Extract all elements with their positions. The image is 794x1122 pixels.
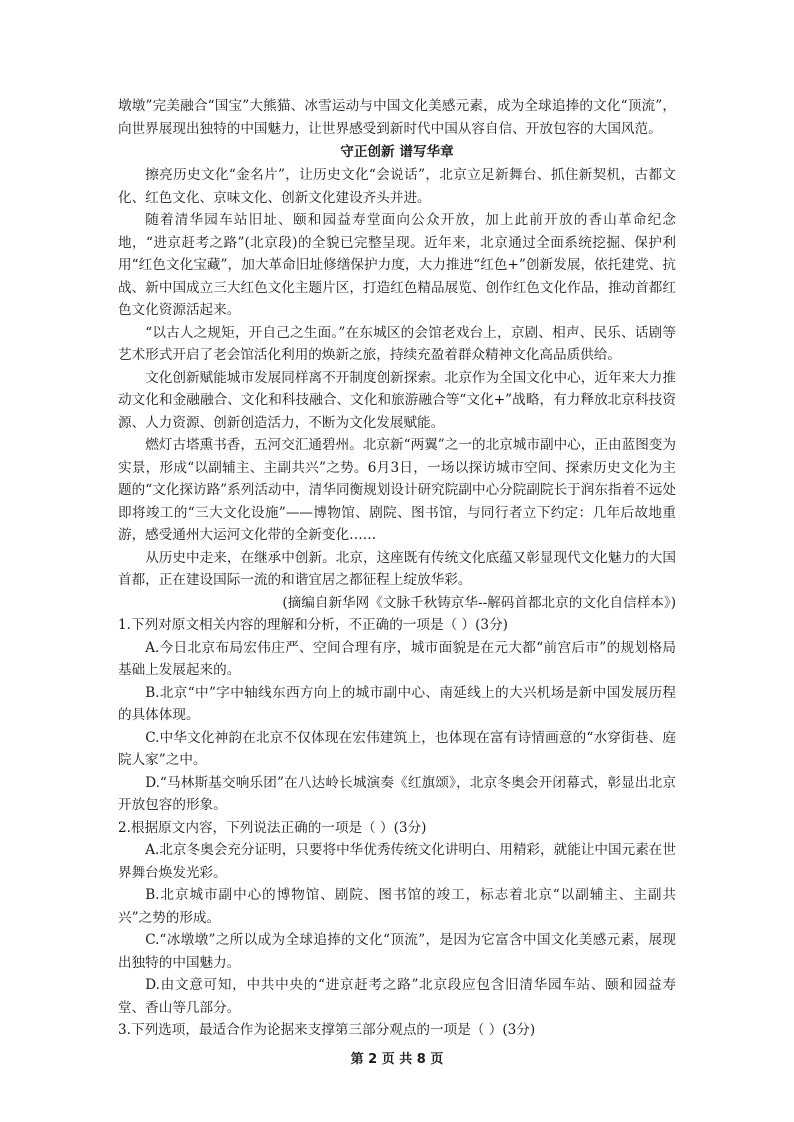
question-stem: 2.根据原文内容，下列说法正确的一项是（ ）(3分)	[118, 819, 427, 836]
question-stem: 3.下列选项，最适合作为论据来支撑第三部分观点的一项是（ ）(3分)	[118, 1022, 536, 1038]
option-a: A.北京冬奥会充分证明，只要将中华优秀传统文化讲明白、用精彩，就能让中国元素在世界舞台焕发光彩。	[118, 842, 676, 881]
section-heading: 守正创新 谱写华章	[340, 144, 454, 160]
option-a: A.今日北京布局宏伟庄严、空间合理有序，城市面貌是在元大都“前宫后市”的规划格局基础上发展起来的。	[118, 639, 676, 678]
option-d: D.“马林斯基交响乐团”在八达岭长城演奏《红旗颂》，北京冬奥会开闭幕式，彰显出北京开放包容的形象。	[118, 774, 676, 813]
paragraph-2: 随着清华园车站旧址、颐和园益寿堂面向公众开放，加上此前开放的香山革命纪念地，“进京赶考之路”(北京段)的全貌已完整呈现。近年来，北京通过全面系统挖掘、保护利用“红色文化宝藏”，加大革命旧址修缮保护力度，大力推进“红色+”创新发展，依托建党、抗战、新中国成立三大红色文化主题片区，打造红色精品展览、创作红色文化作品，推动首都红色文化资源活起来。	[118, 212, 676, 318]
paragraph-1: 擦亮历史文化“金名片”，让历史文化“会说话”，北京立足新舞台、抓住新契机，古都文化、红色文化、京味文化、创新文化建设齐头并进。	[118, 167, 676, 206]
page-footer: 第 2 页 共 8 页	[350, 1052, 444, 1067]
paragraph-5: 燃灯古塔熏书香，五河交汇通碧州。北京新“两翼”之一的北京城市副中心，正由蓝图变为实景，形成“以副辅主、主副共兴”之势。6月3日，一场以探访城市空间、探索历史文化为主题的“文化探访路”系列活动中，清华同衡规划设计研究院副中心分院副院长于润东指着不远处即将竣工的“三大文化设施”——博物馆、剧院、图书馆，与同行者立下约定：几年后故地重游，感受通州大运河文化带的全新变化……	[118, 437, 676, 543]
paragraph-continued: 墩墩”完美融合“国宝”大熊猫、冰雪运动与中国文化美感元素，成为全球追捧的文化“顶流”，向世界展现出独特的中国魅力，让世界感受到新时代中国从容自信、开放包容的大国风范。	[118, 98, 676, 137]
option-b: B.北京城市副中心的博物馆、剧院、图书馆的竣工，标志着北京“以副辅主、主副共兴”之势的形成。	[118, 887, 676, 926]
option-b: B.北京“中”字中轴线东西方向上的城市副中心、南延线上的大兴机场是新中国发展历程的具体体现。	[118, 684, 676, 723]
paragraph-6: 从历史中走来，在继承中创新。北京，这座既有传统文化底蕴又彰显现代文化魅力的大国首都，正在建设国际一流的和谐宜居之都征程上绽放华彩。	[118, 549, 676, 588]
question-3	[118, 1019, 676, 1042]
option-d: D.由文意可知，中共中央的“进京赶考之路”北京段应包含旧清华园车站、颐和园益寿堂、香山等几部分。	[118, 977, 676, 1016]
question-stem: 1.下列对原文相关内容的理解和分析，不正确的一项是（ ）(3分)	[118, 617, 508, 633]
paragraph-3: “以古人之规矩，开自己之生面。”在东城区的会馆老戏台上，京剧、相声、民乐、话剧等艺术形式开启了老会馆活化利用的焕新之旅，持续充盈着群众精神文化高品质供给。	[118, 324, 676, 363]
question-1	[118, 614, 676, 817]
paragraph-4: 文化创新赋能城市发展同样离不开制度创新探索。北京作为全国文化中心，近年来大力推动文化和金融融合、文化和科技融合、文化和旅游融合等“文化+”战略，有力释放北京科技资源、人力资源、创新创造活力，不断为文化发展赋能。	[118, 369, 676, 431]
question-2	[118, 817, 676, 1020]
document-body	[118, 95, 676, 1042]
source-citation: (摘编自新华网《文脉千秋铸京华--解码首都北京的文化自信样本》)	[282, 594, 676, 611]
option-c: C.中华文化神韵在北京不仅体现在宏伟建筑上，也体现在富有诗情画意的“水穿街巷、庭院人家”之中。	[118, 729, 676, 768]
option-c: C.“冰墩墩”之所以成为全球追捧的文化“顶流”，是因为它富含中国文化美感元素，展现出独特的中国魅力。	[118, 932, 676, 971]
